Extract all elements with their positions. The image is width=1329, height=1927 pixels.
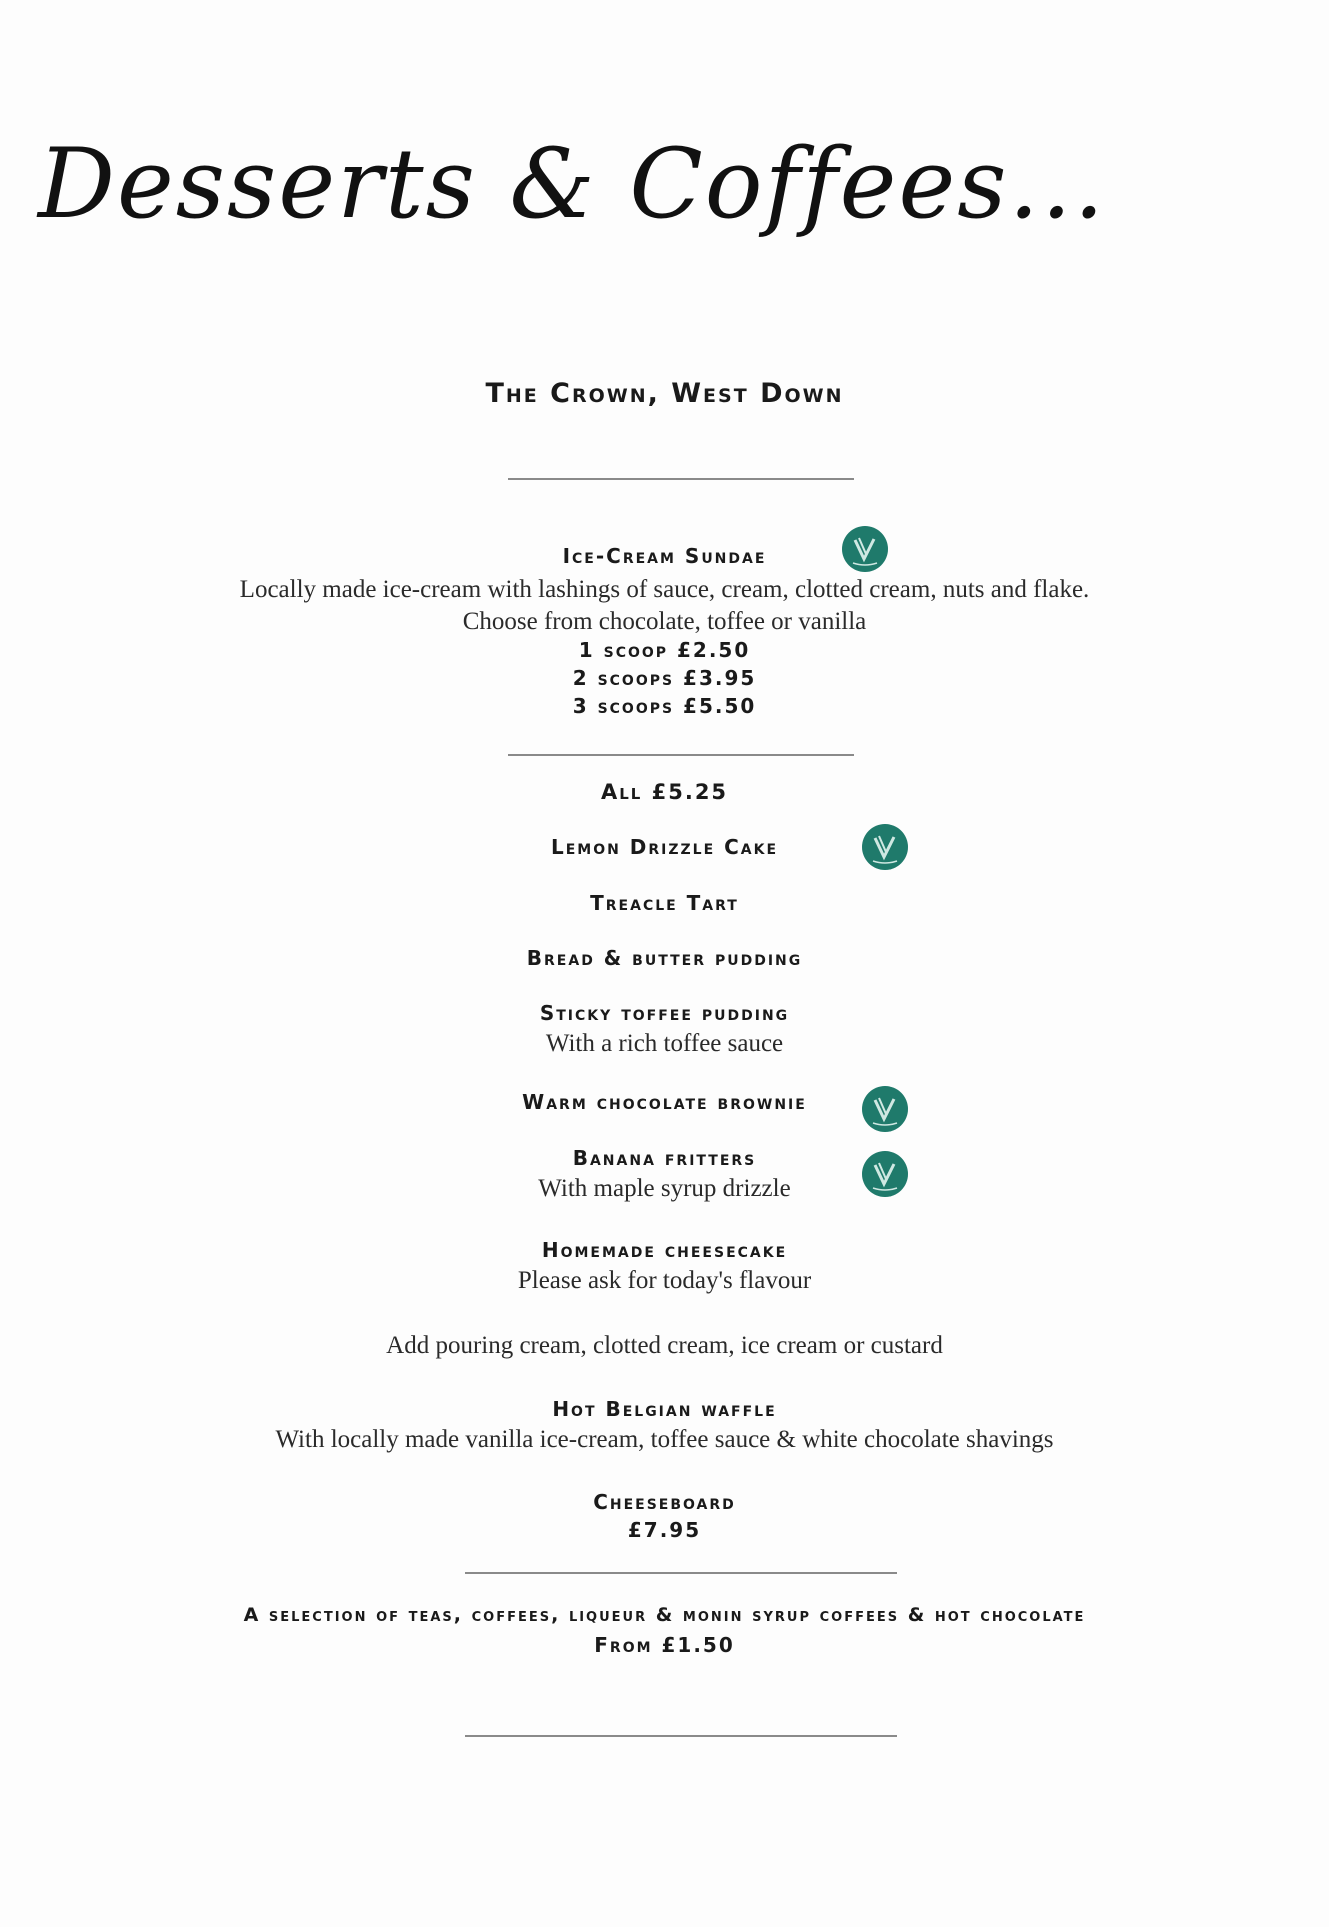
sundae-price-2: 2 scoops £3.95	[572, 666, 757, 690]
dessert-item-name: Warm chocolate brownie	[522, 1090, 807, 1114]
dessert-item-description: With a rich toffee sauce	[545, 1030, 784, 1057]
drinks-line: A selection of teas, coffees, liqueur & monin syrup coffees & hot chocolate	[243, 1604, 1086, 1626]
dessert-item-name: Sticky toffee pudding	[539, 1001, 790, 1025]
sundae-price-1: 1 scoop £2.50	[578, 638, 751, 662]
dessert-item-name: Bread & butter pudding	[526, 946, 803, 970]
extras-note: Add pouring cream, clotted cream, ice cream or custard	[386, 1332, 943, 1359]
dessert-item-name: Lemon Drizzle Cake	[550, 835, 779, 859]
sundae-flavours: Choose from chocolate, toffee or vanilla	[462, 608, 867, 635]
divider	[508, 478, 854, 480]
dessert-item-name: Banana fritters	[572, 1146, 757, 1170]
sundae-description: Locally made ice-cream with lashings of sauce, cream, clotted cream, nuts and flake.	[239, 576, 1090, 603]
vegetarian-badge-icon	[862, 824, 908, 870]
dessert-item-name: Homemade cheesecake	[541, 1238, 788, 1262]
vegetarian-badge-icon	[842, 526, 888, 572]
cheeseboard-price: £7.95	[627, 1518, 702, 1542]
vegetarian-badge-icon	[862, 1086, 908, 1132]
dessert-item-description: With maple syrup drizzle	[538, 1175, 791, 1202]
cheeseboard-name: Cheeseboard	[593, 1490, 736, 1514]
drinks-price: From £1.50	[594, 1633, 735, 1657]
vegetarian-badge-icon	[862, 1151, 908, 1197]
divider	[465, 1572, 897, 1574]
sundae-name: Ice-Cream Sundae	[562, 544, 767, 568]
divider	[465, 1735, 897, 1737]
waffle-description: With locally made vanilla ice-cream, toffee sauce & white chocolate shavings	[275, 1426, 1054, 1453]
dessert-item-name: Treacle Tart	[590, 891, 739, 915]
sundae-price-3: 3 scoops £5.50	[572, 694, 757, 718]
venue-name: The Crown, West Down	[485, 378, 844, 409]
dessert-item-description: Please ask for today's flavour	[517, 1267, 812, 1294]
desserts-price: All £5.25	[600, 780, 729, 804]
divider	[508, 754, 854, 756]
menu-title: Desserts & Coffees...	[38, 128, 1107, 240]
waffle-name: Hot Belgian waffle	[552, 1397, 777, 1421]
